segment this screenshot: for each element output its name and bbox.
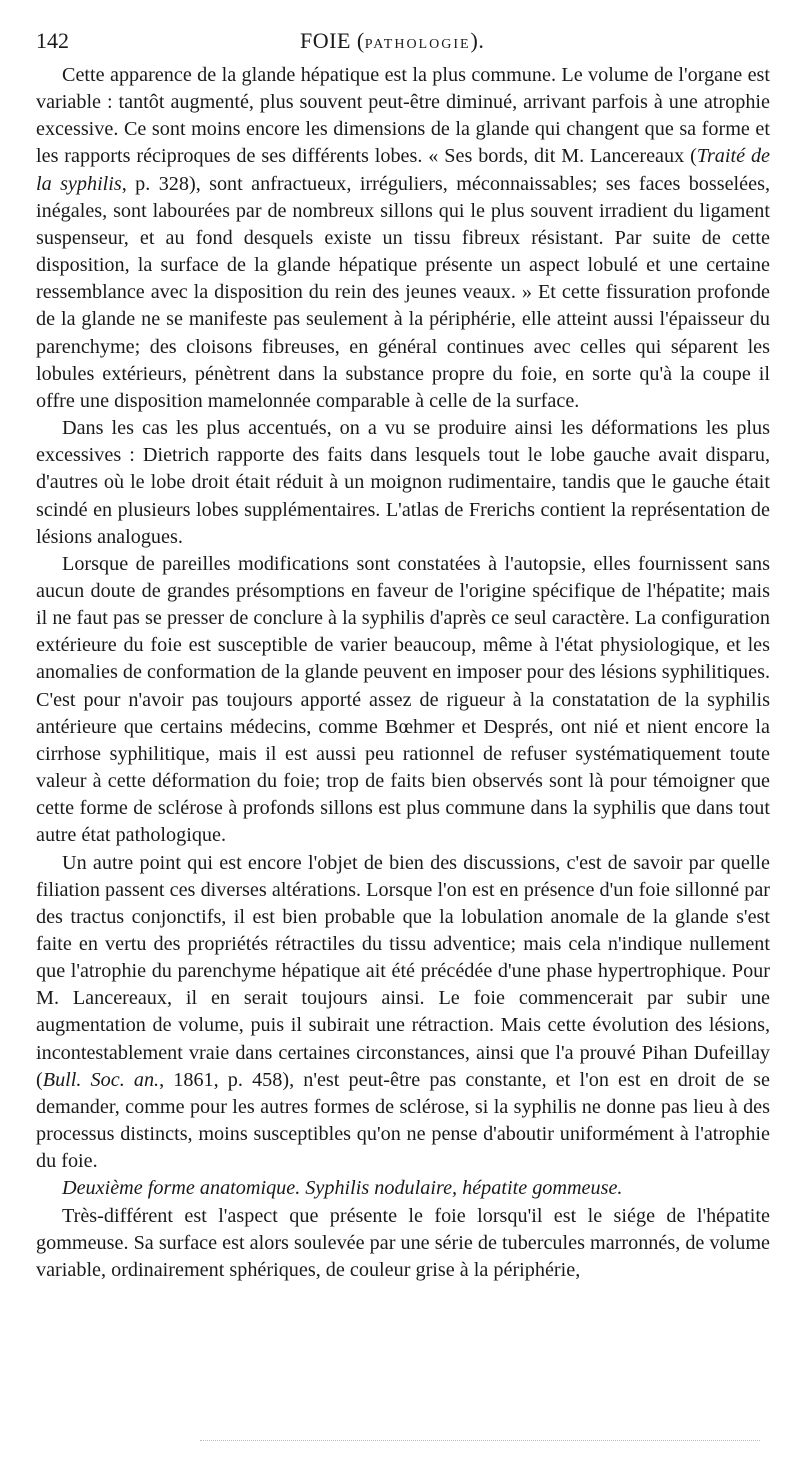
document-page [36, 28, 770, 1284]
paragraph-2: Dans les cas les plus accentués, on a vu se produire ainsi les déformations les plus excessives : Dietrich rapporte des faits dans lesquels tout le lobe gauche avait disparu, d'autres où le lobe droit était réduit à un moignon rudimentaire, tandis que le gauche était scindé en plusieurs lobes supplémentaires. L'atlas de Frerichs contient la représentation de lésions analogues. [36, 417, 770, 548]
paragraph-1-part-b: , p. 328), sont anfractueux, irréguliers, méconnaissables; ses faces bosselées, inégales, sont labourées par de nombreux sillons qui le plus souvent irradient du ligament suspenseur, et au fond desquels existe un tissu fibreux résistant. Par suite de cette disposition, la surface de la glande hépatique présente un aspect lobulé et une certaine ressemblance avec la disposition du rein des jeunes veaux. » Et cette fissuration profonde de la glande ne se manifeste pas seulement à la périphérie, elle atteint aussi l'épaisseur du parenchyme; des cloisons fibreuses, en général continues avec celles qui séparent les lobules extérieurs, pénètrent dans la substance propre du foie, en sorte qu'à la coupe il offre une disposition mamelonnée comparable à celle de la surface. [36, 172, 770, 412]
running-head-close: ). [470, 28, 485, 53]
paragraph-4-part-a: Un autre point qui est encore l'objet de bien des discussions, c'est de savoir par quelle filiation passent ces diverses altérations. Lorsque l'on est en présence d'un foie sillonné par des tractus conjonctifs, il est bien probable que la lobulation anomale de la glande s'est faite en vertu des propriétés rétractiles du tissu adventice; mais cela n'indique nullement que l'atrophie du parenchyme hépatique ait été précédée d'une phase hypertrophique. Pour M. Lancereaux, il en serait toujours ainsi. Le foie commencerait par subir une augmentation de volume, puis il subirait une rétraction. Mais cette évolution des lésions, incontestablement vraie dans certaines circonstances, ainsi que l'a prouvé Pihan Dufeillay ( [36, 851, 770, 1091]
citation-traite-syphilis: Traité de la syphilis [36, 145, 771, 195]
citation-bull-soc-an: Bull. Soc. an. [42, 1068, 160, 1091]
paragraph-4 [36, 850, 770, 1176]
running-head-title: FOIE ( [300, 28, 365, 53]
paragraph-5: Très-différent est l'aspect que présente le foie lorsqu'il est le siége de l'hépatite gommeuse. Sa surface est alors soulevée par une série de tubercules marronnés, de volume variable, ordinairement sphériques, de couleur grise à la périphérie, [36, 1204, 770, 1281]
paragraph-1 [36, 62, 770, 415]
page-header [36, 28, 770, 62]
paragraph-1-part-a: Cette apparence de la glande hépatique est la plus commune. Le volume de l'organe est variable : tantôt augmenté, plus souvent peut-être diminué, arrivant parfois à une atrophie excessive. Ce sont moins encore les dimensions de la glande qui changent que sa forme et les rapports réciproques de ses différents lobes. « Ses bords, dit M. Lancereaux ( [36, 64, 770, 168]
running-head-subtitle: PATHOLOGIE [364, 37, 471, 52]
running-head [300, 28, 484, 54]
body-text [36, 62, 770, 1284]
paragraph-4-part-b: , 1861, p. 458), n'est peut-être pas constante, et l'on est en droit de se demander, comme pour les autres formes de sclérose, si la syphilis ne donne pas lieu à des processus distincts, moins susceptibles qu'on ne pense d'aboutir uniformément à l'atrophie du foie. [36, 1068, 770, 1173]
paragraph-3: Lorsque de pareilles modifications sont constatées à l'autopsie, elles fournissent sans aucun doute de grandes présomptions en faveur de l'origine spécifique de l'hépatite; mais il ne faut pas se presser de conclure à la syphilis d'après ce seul caractère. La configuration extérieure du foie est susceptible de varier beaucoup, même à l'état physiologique, et les anomalies de conformation de la glande peuvent en imposer pour des lésions syphilitiques. C'est pour n'avoir pas toujours apporté assez de rigueur à la constatation de la syphilis antérieure que certains médecins, comme Bœhmer et Després, ont nié et nient encore la cirrhose syphilitique, mais il est aussi peu rationnel de refuser systématiquement toute valeur à cette déformation du foie; trop de faits bien observés sont là pour témoigner que cette forme de sclérose à profonds sillons est plus commune dans la syphilis que dans tout autre état pathologique. [36, 552, 770, 847]
page-number: 142 [36, 28, 69, 53]
footer-rule [200, 1440, 760, 1441]
section-heading: Deuxième forme anatomique. Syphilis nodulaire, hépatite gommeuse. [62, 1177, 623, 1200]
